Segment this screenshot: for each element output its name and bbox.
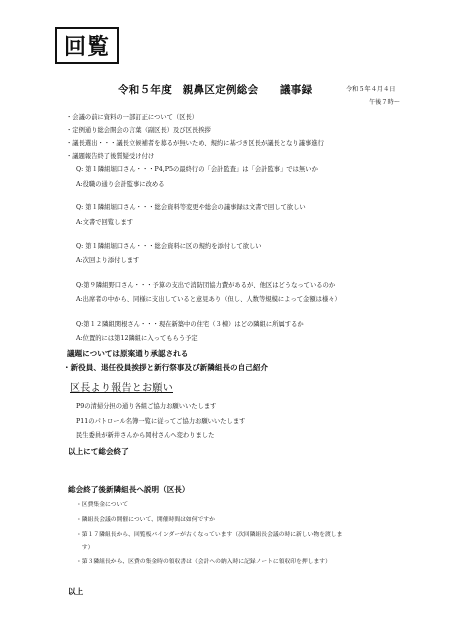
agenda-item: ・会議の前に資料の一部訂正について（区長） — [66, 114, 199, 121]
closing-line: 以上にて総会終了 — [68, 447, 129, 456]
resolution-line: ・新役員、退任役員挨拶と新行祭事及び新隣組長の自己紹介 — [63, 363, 269, 372]
question: Q: 第１隣組堀口さん・・・総会資料に区の規約を添付して欲しい — [76, 243, 262, 250]
answer: A:次回より添付します — [76, 257, 140, 264]
meeting-date: 令和５年４月４日 — [346, 86, 396, 93]
explanation-item: す） — [76, 545, 94, 551]
report-item: P11のパトロール名簿一覧に従ってご協力お願いいたします — [76, 418, 246, 425]
explanation-title: 総会終了後新隣組長へ説明（区長） — [68, 485, 190, 494]
answer: A:文書で回覧します — [76, 219, 134, 226]
report-section-title: 区長より報告とお願い — [70, 383, 173, 394]
report-item: P9の清掃分担の通り各組ご協力お願いいたします — [76, 403, 217, 410]
explanation-item: ・区費集金について — [76, 502, 129, 508]
agenda-item: ・定例通り総会開会の言葉（副区長）及び区長挨拶 — [66, 127, 211, 134]
question: Q: 第１隣組堀口さん・・・総会資料等変更や総会の議事録は文書で回して欲しい — [76, 204, 306, 211]
explanation-item: ・第３隣組長から、区費の集金時の領収書は（会計への納入時に記録ノートに領収印を押します） — [76, 559, 331, 565]
page-title: 令和５年度 親鼻区定例総会 議事録 — [118, 84, 313, 96]
agenda-item: ・議長選出・・・議長立候補者を募るが無いため、規約に基づき区長が議長となり議事進行 — [66, 140, 324, 147]
answer: A:役職の通り会計監事に改める — [76, 181, 165, 188]
answer: A:位置的には第12隣組に入ってもらう予定 — [76, 335, 198, 342]
agenda-item: ・議題報告終了後質疑受け付け — [66, 153, 155, 160]
answer: A:出席者の中から、同様に支出していると意見あり（但し、人数等規模によって金額は様々） — [76, 296, 341, 303]
question: Q: 第１隣組堀口さん・・・P4,P5の最終行の「会計監査」は「会計監事」では無いか — [76, 166, 318, 173]
report-item: 民生委員が新井さんから岡村さんへ変わりました — [76, 432, 215, 439]
meeting-time: 午後７時〜 — [369, 99, 400, 106]
explanation-item: ・隣組長会議の開催について、開催時間は如何ですか — [76, 517, 215, 523]
end-mark: 以上 — [68, 587, 84, 596]
question: Q:第１２隣組関根さん・・・現在新築中の住宅（３棟）はどの隣組に所属するか — [76, 321, 304, 328]
question: Q:第９隣組野口さん・・・予算の支出で消防団協力費があるが、他区はどうなっているのか — [76, 282, 336, 289]
circulation-stamp: 回覧 — [55, 27, 119, 64]
resolution-line: 議題については原案通り承認される — [67, 349, 189, 358]
explanation-item: ・第１７隣組長から、回覧板バインダーが古くなっています（次回隣組長会議の時に新しい物を渡しま — [76, 532, 343, 538]
